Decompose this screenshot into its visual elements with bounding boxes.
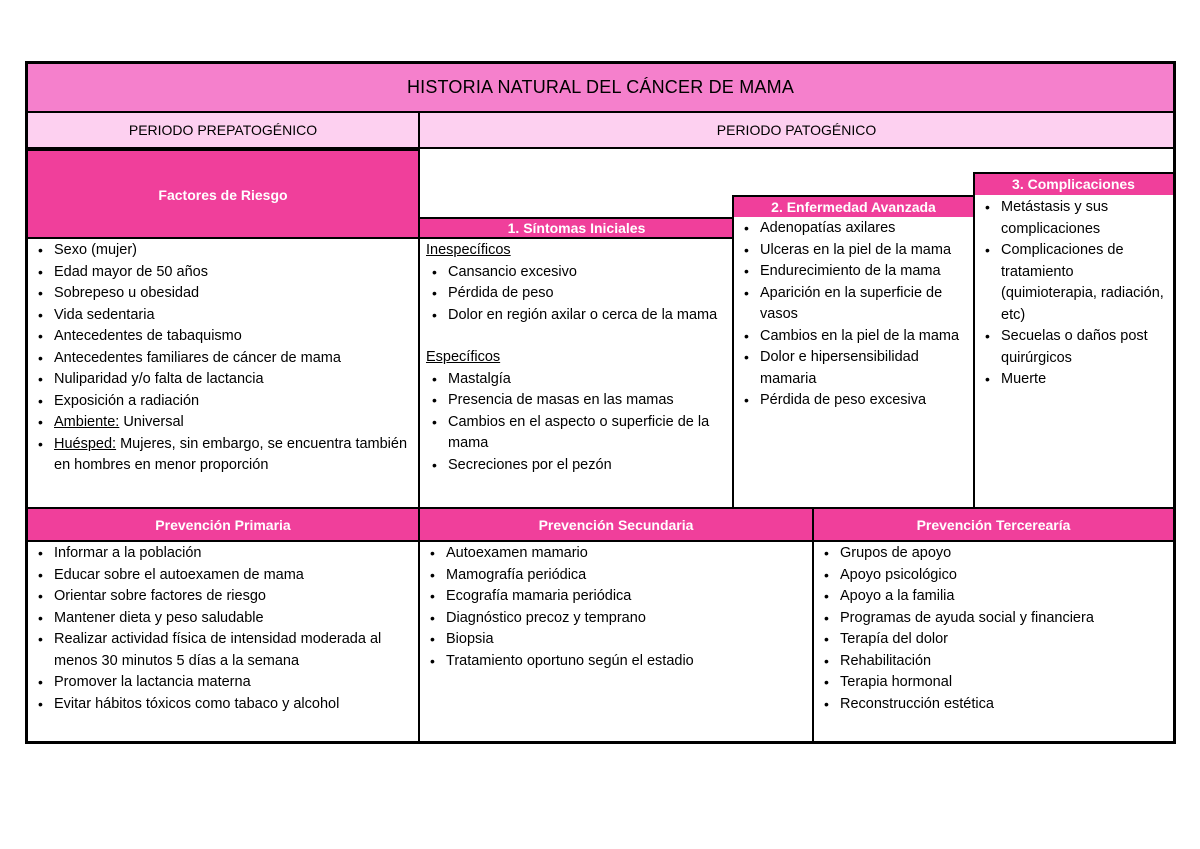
list-item: • Diagnóstico precoz y temprano [424,608,810,630]
complicaciones-heading: 3. Complicaciones [974,173,1173,195]
list-item: • Mastalgía [426,369,728,391]
list-item: • Realizar actividad física de intensidad moderada al menos 30 minutos 5 días a la semana [32,629,416,672]
ambiente-text: Universal [119,414,184,430]
divider-avanzada [973,172,975,509]
list-item: • Tratamiento oportuno según el estadio [424,651,810,673]
list-item: • Aparición en la superficie de vasos [738,283,972,326]
list-item: • Pérdida de peso [426,283,728,305]
list-item: • Apoyo a la familia [818,586,1171,608]
list-item: • Apoyo psicológico [818,565,1171,587]
list-item: • Biopsia [424,629,810,651]
divider-prevencion-bottom [28,540,1173,542]
sintomas-list [426,240,728,476]
riesgo-heading: Factores de Riesgo [28,151,418,238]
list-item: • Edad mayor de 50 años [32,262,416,284]
list-item: • Terapía del dolor [818,629,1171,651]
list-item: • Endurecimiento de la mama [738,261,972,283]
complicaciones-list [979,197,1169,391]
primaria-items [32,543,416,715]
avanzada-items [738,218,972,412]
list-item: • Reconstrucción estética [818,694,1171,716]
divider-main [418,113,420,741]
list-item: • Sobrepeso u obesidad [32,283,416,305]
riesgo-list [32,240,416,477]
list-item: • Secreciones por el pezón [426,455,728,477]
period-prepatogenico: PERIODO PREPATOGÉNICO [28,113,418,149]
huesped-label: Huésped: [54,435,117,452]
list-item: • Terapia hormonal [818,672,1171,694]
divider-avanzada-top [733,195,974,197]
ambiente-label: Ambiente: [54,414,120,430]
secundaria-list [424,543,810,672]
list-item: • Educar sobre el autoexamen de mama [32,565,416,587]
divider-riesgo-top [28,149,418,151]
list-item: • Ulceras en la piel de la mama [738,240,972,262]
list-item: • Muerte [979,369,1169,391]
period-patogenico: PERIODO PATOGÉNICO [420,113,1173,149]
divider-prevencion [812,509,814,741]
riesgo-items [32,240,416,412]
inespecificos-items [426,262,728,327]
list-item: • Grupos de apoyo [818,543,1171,565]
divider-sintomas [732,195,734,509]
especificos-items [426,369,728,477]
list-item: • Autoexamen mamario [424,543,810,565]
list-item: • Pérdida de peso excesiva [738,390,972,412]
avanzada-list [738,218,972,412]
list-item: • Promover la lactancia materna [32,672,416,694]
list-item: • Nuliparidad y/o falta de lactancia [32,369,416,391]
list-item: • Cambios en el aspecto o superficie de la mama [426,412,728,455]
list-item: • Informar a la población [32,543,416,565]
list-item: • Dolor en región axilar o cerca de la mama [426,305,728,327]
terciaria-items [818,543,1171,715]
divider-sintomas-bottom [420,237,733,239]
sintomas-heading: 1. Síntomas Iniciales [420,218,733,238]
list-item: • Cansancio excesivo [426,262,728,284]
list-item: • Cambios en la piel de la mama [738,326,972,348]
list-item: • Presencia de masas en las mamas [426,390,728,412]
list-item: • Secuelas o daños post quirúrgicos [979,326,1169,369]
primaria-list [32,543,416,715]
list-item: • Metástasis y sus complicaciones [979,197,1169,240]
list-item: • Mantener dieta y peso saludable [32,608,416,630]
list-item: • Vida sedentaria [32,305,416,327]
terciaria-heading: Prevención Tercerearía [814,509,1173,540]
list-item: • Orientar sobre factores de riesgo [32,586,416,608]
divider-prevencion-top [28,507,1173,509]
inespecificos-label: Inespecíficos [426,242,511,258]
list-item: • Programas de ayuda social y financiera [818,608,1171,630]
list-item [32,412,416,434]
list-item: • Rehabilitación [818,651,1171,673]
list-item: • Exposición a radiación [32,391,416,413]
list-item: • Mamografía periódica [424,565,810,587]
divider-riesgo-bottom [28,237,418,239]
list-item: • Evitar hábitos tóxicos como tabaco y alcohol [32,694,416,716]
list-item: • Dolor e hipersensibilidad mamaria [738,347,972,390]
page-title: HISTORIA NATURAL DEL CÁNCER DE MAMA [25,61,1176,113]
list-item: • Antecedentes familiares de cáncer de mama [32,348,416,370]
list-item: • Antecedentes de tabaquismo [32,326,416,348]
avanzada-heading: 2. Enfermedad Avanzada [733,196,974,217]
divider-sintomas-top [420,217,733,219]
list-item: • Ecografía mamaria periódica [424,586,810,608]
primaria-heading: Prevención Primaria [28,509,418,540]
list-item: • Sexo (mujer) [32,240,416,262]
complicaciones-items [979,197,1169,391]
secundaria-heading: Prevención Secundaria [420,509,812,540]
terciaria-list [818,543,1171,715]
divider-complicaciones-top [974,172,1173,174]
huesped-text: Mujeres, sin embargo, se encuentra también en hombres en menor proporción [54,435,408,473]
list-item [32,434,416,477]
especificos-label: Específicos [426,349,501,365]
list-item: • Complicaciones de tratamiento (quimioterapia, radiación, etc) [979,240,1169,326]
secundaria-items [424,543,810,672]
list-item: • Adenopatías axilares [738,218,972,240]
